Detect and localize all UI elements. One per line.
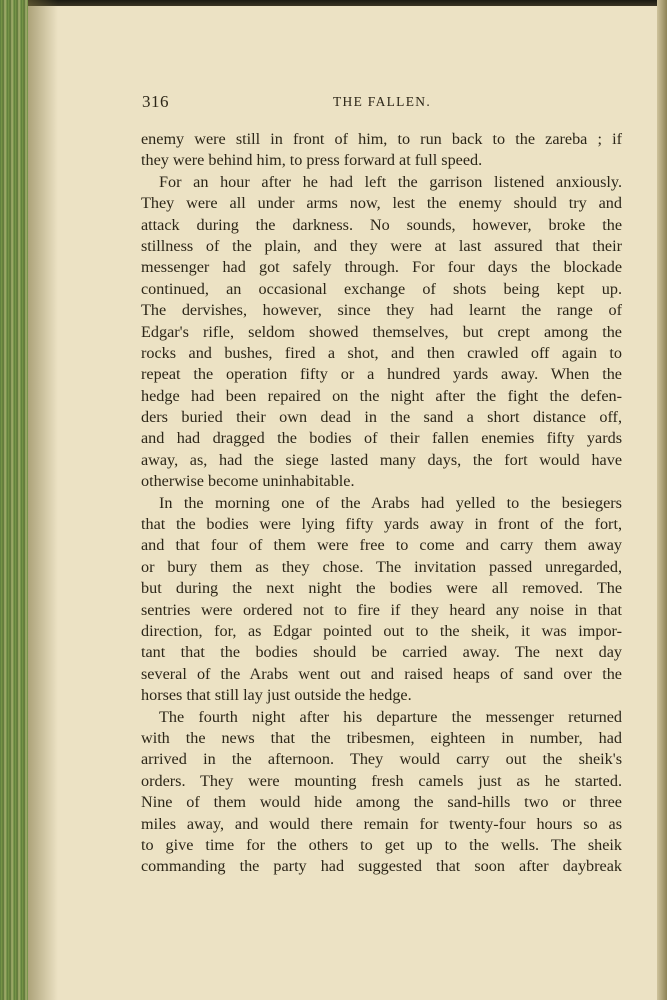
paragraph — [141, 129, 622, 172]
paragraph — [141, 493, 622, 707]
text-line: In the morning one of the Arabs had yelled to the besiegers — [159, 493, 622, 512]
text-line: commanding the party had suggested that soon after daybreak — [141, 857, 622, 876]
paragraph — [141, 707, 622, 878]
text-line: They were all under arms now, lest the enemy should try and — [141, 194, 622, 213]
text-line: tant that the bodies should be carried away. The next day — [141, 643, 622, 662]
text-line: several of the Arabs went out and raised heaps of sand over the — [141, 664, 622, 683]
text-line: The fourth night after his departure the messenger returned — [159, 707, 622, 726]
text-line: Edgar's rifle, seldom showed themselves, but crept among the — [141, 322, 622, 341]
text-line: direction, for, as Edgar pointed out to the sheik, it was impor- — [141, 621, 622, 640]
paragraph — [141, 172, 622, 493]
text-line: messenger had got safely through. For four days the blockade — [141, 258, 622, 277]
text-line: orders. They were mounting fresh camels just as he started. — [141, 771, 622, 790]
running-head — [142, 92, 622, 114]
text-line: The dervishes, however, since they had learnt the range of — [141, 301, 622, 320]
text-line: sentries were ordered not to fire if they heard any noise in that — [141, 600, 622, 619]
text-line: continued, an occasional exchange of shots being kept up. — [141, 279, 622, 298]
text-line: repeat the operation fifty or a hundred yards away. When the — [141, 365, 622, 384]
text-line: and had dragged the bodies of their fallen enemies fifty yards — [141, 429, 622, 448]
text-line: arrived in the afternoon. They would carry out the sheik's — [141, 750, 622, 769]
page-number: 316 — [142, 92, 169, 111]
text-line: otherwise become uninhabitable. — [141, 472, 355, 491]
text-line: rocks and bushes, fired a shot, and then crawled off again to — [141, 343, 622, 362]
text-line: away, as, had the siege lasted many days, the fort would have — [141, 450, 622, 469]
text-line: For an hour after he had left the garrison listened anxiously. — [159, 172, 622, 191]
text-line: that the bodies were lying fifty yards away in front of the fort, — [141, 515, 622, 534]
text-line: miles away, and would there remain for twenty-four hours so as — [141, 814, 622, 833]
text-line: or bury them as they chose. The invitation passed unregarded, — [141, 557, 622, 576]
text-line: and that four of them were free to come and carry them away — [141, 536, 622, 555]
text-line: ders buried their own dead in the sand a short distance off, — [141, 408, 622, 427]
text-line: hedge had been repaired on the night after the fight the defen- — [141, 386, 622, 405]
text-line: with the news that the tribesmen, eighteen in number, had — [141, 728, 622, 747]
text-line: horses that still lay just outside the hedge. — [141, 686, 412, 705]
text-line: they were behind him, to press forward at full speed. — [141, 151, 483, 170]
text-line: stillness of the plain, and they were at last assured that their — [141, 236, 622, 255]
body-text — [141, 129, 622, 878]
text-line: enemy were still in front of him, to run back to the zareba ; if — [141, 130, 622, 148]
text-line: to give time for the others to get up to the wells. The sheik — [141, 835, 622, 854]
text-line: but during the next night the bodies were all removed. The — [141, 579, 622, 598]
text-line: Nine of them would hide among the sand-hills two or three — [141, 793, 622, 812]
chapter-title: THE FALLEN. — [332, 94, 432, 109]
text-line: attack during the darkness. No sounds, however, broke the — [141, 215, 622, 234]
